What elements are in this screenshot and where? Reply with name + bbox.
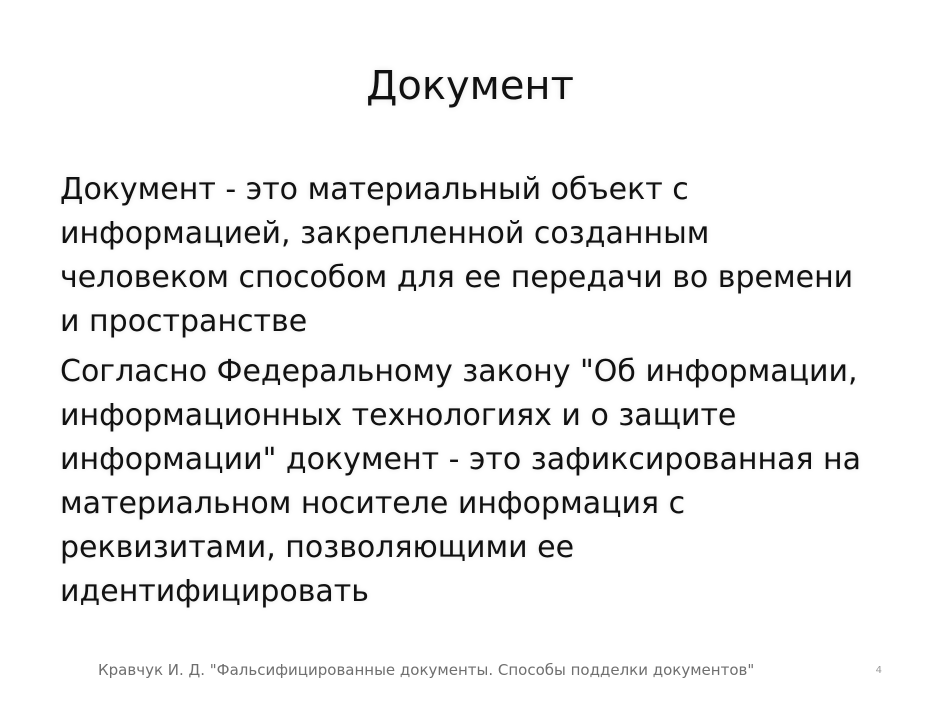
slide-body [60, 168, 880, 620]
page-number: 4 [875, 665, 882, 676]
law-definition-paragraph: Согласно Федеральному закону "Об информации, информационных технологиях и о защите информации" документ - это зафиксированная на материальном носителе информация с реквизитами, позволяющими ее идентифицировать [60, 354, 862, 609]
footer-credit: Кравчук И. Д. "Фальсифицированные документы. Способы подделки документов" [98, 661, 755, 679]
definition-paragraph: Документ - это материальный объект с информацией, закрепленной созданным человеком способом для ее передачи во времени и пространстве [60, 172, 854, 339]
slide-title: Документ [366, 63, 574, 109]
